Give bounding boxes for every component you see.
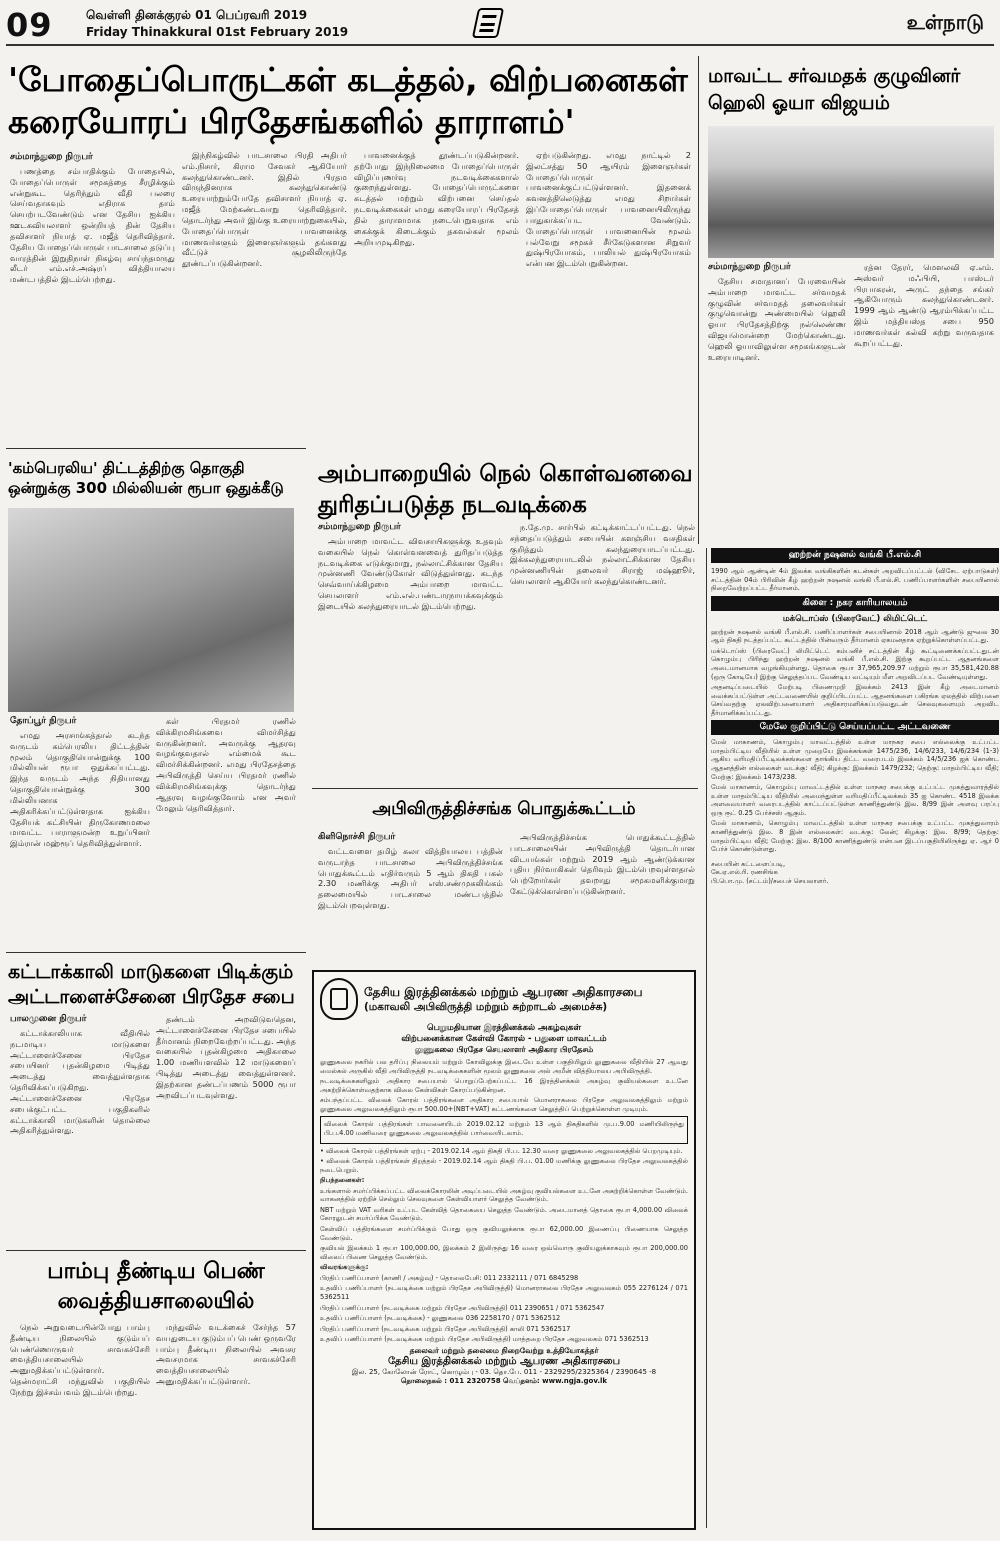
snake-col-2-text: மந்துவில் வடக்கைச் சேர்ந்த 57 வயதுடைய குடும்பப் பெண் ஒருவரே பாம்பு தீண்டிய நிலையில் அவசர அவசரமாக சாவகச்சேரி வைத்தியசாலையில் அனுமதிக்கப்பட்டுள்ளார். xyxy=(156,1322,296,1387)
hatton-notice xyxy=(706,548,999,1528)
section-rule-3 xyxy=(6,952,306,953)
paddy-col-1-text: அம்பாறை மாவட்ட விவசாயிகளுக்கு உதவும் வகையில் நெல் கொள்வனவைத் துரிதப்படுத்த நடவடிக்கை எடுக்குமாறு, நல்லாட்சிக்கான தேசிய முன்னணி வேண்டுகோள் விடுத்துள்ளது. கடந்த செவ்வாய்க்கிழமை அம்பாறை மாவட்ட செயலாளர் எம்.எல்.பண்டாரநாயக்கவுக்கும் இடையில் கலந்துரையாடல் இடம்பெற்றது. xyxy=(318,536,503,611)
right-top-col-2-text: ரத்ன தேரர், மௌலவி ஏ.எம். அஸ்வர் மஃபியி, பாஸ்டர் பிரபாகரன், அருட் தந்தை சங்கர் ஆகியோரும் கலந்துகொண்டனர். 1999 ஆம் ஆண்டு ஆரம்பிக்கப்பட்ட இம் மத்தியஸ்த சபை 950 மாணவர்கள் கல்வி கற்று வருவதாக கூறப்பட்டது. xyxy=(854,262,994,348)
cattle-headline xyxy=(8,962,304,1007)
right-top-col-1-text: தேசிய சமாதானப் பேரவையின் அம்பாறை மாவட்ட சர்வமதக் குழுவின் சர்வமதத் தலைவர்கள் குழுவொன்று அண்மையில் ஹெலி ஓயா பிரதேசத்திற்கு நல்லெண்ண விஜயமொன்றை மேற்கொண்டது. ஹெலி ஓயாவிலுள்ள சமூகங்களுடன் உரையாடினர். xyxy=(708,276,846,362)
lead-col-1 xyxy=(10,166,175,436)
lead-headline-line2: கரையோரப் பிரதேசங்களில் தாராளம்' xyxy=(8,101,575,141)
ngja-bullet-2-text: விலைக் கோரல் பத்திரங்கள் திறத்தல் - 2019.02.14 ஆம் திகதி பி.ப. 01.00 மணிக்கு லுணுகலை பிரதேச அலுவலகத்தில் நடைபெறும். xyxy=(320,1157,688,1174)
ngja-cond-3: கேள்விப் பத்திரங்களை சமர்ப்பிக்கும் போது ஒரு குவியலுக்காக ரூபா 62,000.00 இணைப்பு பிணையாக செலுத்த வேண்டும். xyxy=(320,1225,688,1242)
section-rule-2 xyxy=(312,788,698,789)
lead-col-3-text: பாவனைக்குத் தூண்டப்படுகின்றனர். தற்போது இந்நிலைமை போதைப்பொருள் விழிப்புணர்வு நடவடிக்கைகளால் குறைந்துள்ளது. போதைப்பொருட்களை கடத்தல் மற்றும் விற்பனை செய்தல் நடவடிக்கைகள் எமது கரையோரப் பிரதேசத் தில் தாராளமாக நடைபெறுவதாக எம் கைக்குக் கிடைக்கும் தகவல்கள் மூலம் அறியமுடிகிறது. xyxy=(354,150,519,247)
lead-byline: சம்மாந்துறை நிருபர் xyxy=(10,152,93,162)
ngja-cond-2: NBT மற்றும் VAT வரிகள் உட்பட கேள்வித் தொகையை செலுத்த வேண்டும். அடைமானத் தொகை ரூபா 4,000.00 விலைக் கோரலுடன் சமர்ப்பிக்க வேண்டும். xyxy=(320,1205,688,1223)
kamberaliya-col-1 xyxy=(10,730,150,940)
section-rule-4 xyxy=(6,1250,306,1251)
right-top-byline: சம்மாந்துறை நிருபர் xyxy=(708,262,791,272)
ngja-body-1: லுணுகலை நகரில் பல தரிப்பு நிலையம் மற்றும் கோவிலுக்கு இடையே உள்ள பகுதியிலும் லுணுகலை வீதியில் 27 ஆவது மைல்கல் அருகில் வீதி அபிவிருத்தி நடவடிக்கைகளின் மூலம் லுணுகலை அல் அமீன் வித்தியாலய அபிவிருத்தி. xyxy=(320,1058,688,1075)
snake-col-1-text: நெல் அறுவடையின்போது பாம்பு தீண்டிய நிலையில் குடும்பப் பெண்ணொருவர் சாவகச்சேரி வைத்தியசாலையில் அனுமதிக்கப்பட்டுள்ளார். தென்மராட்சி மந்துவில் பகுதியில் நேற்று இச்சம்பவம் இடம்பெற்றது. xyxy=(10,1322,150,1397)
ngja-contact-5: பிரதிப் பணிப்பாளர் (நடவடிக்கை மற்றும் பிரதேச அபிவிருத்தி) காலி 071 5362517 xyxy=(320,1324,571,1333)
ngja-cond-4: குவியல் இலக்கம் 1 ரூபா 100,000.00, இலக்கம் 2 இலிருந்து 16 வரை ஒவ்வொரு குவியலுக்காகவும் ரூபா 200,000.00 விலைப் பிணை செலுத்த வேண்டும். xyxy=(320,1244,688,1261)
cattle-col-1-text: கட்டாக்காலியாக வீதியில் நடமாடிய மாடுகளை அட்டாளைச்சேனை பிரதேச சபையினர் புதன்கிழமை பிடித்து அடைத்து வைத்துள்ளதாக தெரிவிக்கப்படுகிறது. அட்டாளைச்சேனை பிரதேச சபைக்குட்பட்ட பகுதிகளில் கட்டாக்காலி மாடுகளின் தொல்லை அதிகரித்துள்ளது. xyxy=(10,1028,150,1136)
right-top-col-2 xyxy=(854,262,994,542)
paddy-headline-line2: துரிதப்படுத்த நடவடிக்கை xyxy=(318,491,587,518)
right-top-headline-line1: மாவட்ட சர்வமதக் குழுவினர் xyxy=(708,65,961,87)
paddy-byline: சம்மாந்துறை நிருபர் xyxy=(318,522,401,532)
ngja-subtitle: விற்பனைக்கான கேள்வி கோரல் - பதுளை மாவட்டம் xyxy=(401,1034,607,1044)
lead-headline xyxy=(8,62,688,139)
lead-headline-line1: 'போதைப்பொருட்கள் கடத்தல், விற்பனைகள் xyxy=(8,60,688,99)
hatton-schedule-2: மேல் மாகாணம், கொழும்பு மாவட்டத்தில் உள்ள மாநகர சபைக்கு உட்பட்ட முகத்துவாரத்தில் உள்ள மாதம்பிட்டிய வீதியில் அமைந்துள்ள வரிமதிப்பீட்டிலக்கம் 35 ஐ கொண்ட 4518 இலக்க அளவையாளர் வரைபடத்தில் காட்டப்பட்டுள்ள காணித்துண்டு இல. 8/99 இன் அளவு பரப்பு ஒரு ரூட் 0.25 பேர்ச்சஸ் ஆகும். xyxy=(711,783,999,817)
right-top-col-1 xyxy=(708,276,846,542)
ngja-org-line3: பெறுமதியான இரத்தினக்கல் அகழ்வுகள் xyxy=(426,1023,582,1033)
hatton-para-4: அதனடிப்படையில் மேற்படி பிணைமுறி இலக்கம் 2413 இன் கீழ் அடைமானம் வைக்கப்பட்டுள்ள அட்டவணையில் குறிப்பிடப்பட்ட ஆதனங்களை பகிரங்க ஏலத்தில் விற்பனை செய்வதற்கு ஏலவிற்பனையாளர் அதிகாரமளிக்கப்படுவதுடன் செலவுகளையும் அறவிட தீர்மானிக்கப்பட்டது. xyxy=(711,683,999,717)
snake-headline xyxy=(8,1260,304,1314)
hatton-sign-3: பி.பொ.மு. (சட்டம்)/சபைச் செயலாளர். xyxy=(711,876,829,885)
paddy-col-2 xyxy=(510,522,695,776)
cattle-col-1 xyxy=(10,1028,150,1242)
right-column-rule xyxy=(698,56,699,544)
ngja-org-line2: (மகாவலி அபிவிருத்தி மற்றும் சுற்றாடல் அமைச்சு) xyxy=(364,1000,608,1013)
agm-col-2-text: அபிவிருத்திச்சங்க பொதுக்கூட்டத்தில் பாடசாலையின் அபிவிருத்தி தொடர்பான விடயங்கள் மற்றும் 2019 ஆம் ஆண்டுக்கான புதிய நிர்வாகிகள் தெரிவும் இடம்பெறவுள்ளதால் பெற்றோர்கள் தவறாது சமூகமளிக்குமாறு கேட்டுக்கொள்ளப்படுகின்றனர். xyxy=(510,832,695,897)
hatton-para-3: மக்டொப்ஸ் (பிரைவேட்) லிமிட்டெட் கம்பனிச் சட்டத்தின் கீழ் கூட்டிணைக்கப்பட்டதுடன் கொழும்பு பிரிந்து ஹற்றன் நஷனல் வங்கி பீ.எல்.சி. இற்கு கூறப்பட்ட ஆதனங்களை அடைமானமாக வழங்கியுள்ளது. தொகை ரூபா 37,965,209.97 மற்றும் ரூபா 35,581,420.88 (ஒரு கோடியே) இற்கு செலுத்தப்பட வேண்டிய வட்டியும் மீள அறவிடப்பட வேண்டியுள்ளது. xyxy=(711,646,999,681)
kamberaliya-col-1-text: எமது அரசாங்கத்தால் கடந்த வருடம் கம்பெரலிய திட்டத்தின் மூலம் தொகுதியொன்றுக்கு 100 மில்லியன் ரூபா ஒதுக்கப்பட்டது. இந்த வருடம் அந்த நிதியானது தொகுதியொன்றுக்கு 300 மில்லியனாக அதிகரிக்கப்பட்டுள்ளதாக ஐக்கிய தேசியக் கட்சியின் திருகோணமலை மாவட்ட பாராளுமன்ற உறுப்பினர் இம்ரான் மஹ்ரூப் தெரிவித்துள்ளார். xyxy=(10,730,150,849)
ngja-notice xyxy=(312,970,696,1530)
interfaith-group-photo xyxy=(708,126,994,258)
ngja-contact-4: உதவிப் பணிப்பாளர் (நடவடிக்கை) - லுணுகலை 036 2258170 / 071 5362512 xyxy=(320,1314,561,1323)
lead-col-3 xyxy=(354,150,519,436)
masthead-english: Friday Thinakkural 01st February 2019 xyxy=(86,25,349,39)
paddy-col-1 xyxy=(318,536,503,776)
snake-col-2 xyxy=(156,1322,296,1532)
kamberaliya-col-2 xyxy=(156,716,296,940)
lead-col-2 xyxy=(182,150,347,436)
kamberaliya-byline: தோப்பூர் நிருபர் xyxy=(10,716,77,726)
agm-byline: கிளிநொச்சி நிருபர் xyxy=(318,832,396,842)
hatton-banner: ஹற்றன் நஷனல் வங்கி பீ.எல்.சி xyxy=(711,548,999,563)
snake-col-1 xyxy=(10,1322,150,1532)
kamberaliya-col-2-text: கள் பிரதமர் ரணில் விக்கிரமசிங்கவை விமர்சித்து வருகின்றனர். அவருக்கு ஆதரவு வழங்குவதால் எம்மைக் கூட விமர்சிக்கின்றனர். எமது பிரதேசத்தை அபிவிருத்தி செய்ய பிரதமர் ரணில் விக்கிரமசிங்கவுக்கு தொடர்ந்து ஆதரவு வழங்குவோம் என அவர் மேலும் தெரிவித்தார். xyxy=(156,716,296,813)
right-top-headline xyxy=(708,66,998,113)
section-rule-1 xyxy=(6,448,306,449)
kamberaliya-headline xyxy=(8,460,298,496)
ngja-details-title: விவரங்களுக்கு: xyxy=(320,1263,369,1272)
agm-col-1 xyxy=(318,846,503,960)
paddy-headline-line1: அம்பாறையில் நெல் கொள்வனவை xyxy=(318,461,693,487)
ngja-bullet-2: • விலைக் கோரல் பத்திரங்கள் திறத்தல் - 2019.02.14 ஆம் திகதி பி.ப. 01.00 மணிக்கு லுணுகலை பிரதேச அலுவலகத்தில் நடைபெறும். xyxy=(320,1157,688,1174)
ngja-footer-2: தேசிய இரத்தினக்கல் மற்றும் ஆபரண அதிகாரசபை xyxy=(387,1355,621,1367)
header-rule xyxy=(6,44,994,46)
cattle-headline-line1: கட்டாக்காலி மாடுகளை பிடிக்கும் xyxy=(8,961,294,983)
lead-col-4-text: ஏற்படுகின்றது. எமது நாட்டில் 2 இலட்சத்து 50 ஆயிரம் இளைஞர்கள் போதைப்பொருள் பாவனைக்குட்பட்டுள்ளனர். இதனைக் கவனத்திலெடுத்து எமது சிறார்கள் இப்போதைப்பொருள் பாவனையிலிருந்து பாதுகாக்கப்பட வேண்டும். போதைப்பொருள் பாவனையின் மூலம் பல்வேறு சமூகச் சீர்கேடுகளான சிறுவர் துஷ்பிரயோகம், பாலியல் துஷ்பிரயோகம் என்பன இடம்பெறுகின்றன. xyxy=(526,150,691,269)
ngja-bullet-1-text: விலைக் கோரல் பத்திரங்கள் ஏற்பு - 2019.02.14 ஆம் திகதி பி.ப. 12.30 வரை லுணுகலை அலுவலகத்தில் பெறமுடியும். xyxy=(326,1146,683,1155)
hatton-sign-2: கே.ஏ.எல்.ரி. ரணசிங்க xyxy=(711,868,778,877)
ngja-footer-4: தொலைநகல் : 011 2320758 வெப்தளம்: www.ngja.gov.lk xyxy=(400,1376,608,1385)
lead-col-1-text: பணத்தை சம்பாதிக்கும் போதையில், போதைப்பொருள் சமூகத்தை சீரழிக்கும் என்றுகூட தெரிந்தும் வீதி பலரை செய்வதாகவும் எதிராக தாம் செயற்படவேண்டும் என தேசிய ஐக்கிய ஊடகவியலாளர் ஒன்றியத் தின் தேசிய தவிசாளர் நியாத் ஏ. மஜீத் தெரிவித்தார். தேசிய போதைப்பொருள் பாடசாலை தடுப்பு வாரத்தின் இறுதிநாள் நிகழ்வு சாய்ந்தமருது லீடர் எம்.எச்.அஷ்ரப் வித்தியாலய மண்டபத்தில் இடம்பெற்றது. xyxy=(10,166,175,285)
hatton-para-1: 1990 ஆம் ஆண்டின் 4ம் இலக்க வங்கிகளின் கடன்கள் அறவிடப்பட்டல் (விசேட ஏற்பாடுகள்) சட்டத்தின் 04ம் பிரிவின் கீழ் ஹற்றன் நஷனல் வங்கி பீ.எல்.சி. பணிப்பாளர்களின் சபையினால் நிறைவேற்றப்பட்ட தீர்மானம். xyxy=(711,567,999,593)
agm-col-2 xyxy=(510,832,695,960)
masthead-tamil: வெள்ளி தினக்குரல் 01 பெப்ரவரி 2019 xyxy=(86,8,308,22)
ngja-body-2: நடவடிக்கைகளிலும் அதிகார சபையால் பொறுப்பேற்கப்பட்ட 16 இரத்தினக்கல் அகழ்வு குவியல்களை உடனே அகற்றிக்கொள்வதற்காக விலை கேள்விகள் கோரப்படுகின்றன. xyxy=(320,1077,688,1094)
kamberaliya-headline-line1: 'கம்பெரலிய' திட்டத்திற்கு தொகுதி xyxy=(8,459,245,477)
thinakkural-logo-icon xyxy=(472,8,504,38)
cattle-byline: பாலமுனை நிருபர் xyxy=(10,1014,87,1024)
lead-col-4 xyxy=(526,150,691,436)
hatton-sub-banner-2: மக்டொப்ஸ் (பிரைவேட்) லிமிட்டெட் xyxy=(782,613,928,624)
hatton-schedule-3: மேல் மாகாணம், கொழும்பு மாவட்டத்தில் உள்ள மாநகர சபைக்கு உட்பட்ட முகத்துவாரம் காணித்துண்டு இல. 8 இன் எல்லைகள்: வடக்கு: லேன்; கிழக்கு: இல. 8/99; தெற்கு: மாதம்பிட்டிய வீதி; மேற்கு: இல. 8/100 காணித்துண்டு என்பன இடப்பகுதியிலிருந்து ஏ. ஆர் 0 பேர்ச் கொண்டுள்ளது. xyxy=(711,819,999,854)
hatton-schedule-title: மேலே குறிப்பிட்டு செய்யப்பட்ட அட்டவணை xyxy=(711,720,999,735)
cattle-headline-line2: அட்டாளைச்சேனை பிரதேச சபை xyxy=(8,985,295,1008)
snake-headline-line1: பாம்பு தீண்டிய பெண் xyxy=(47,1259,265,1284)
ngja-body-3: சம்பந்தப்பட்ட விலைக் கோரல் பத்திரங்களை அதிகார சபையால் மொனராகலை பிரதேச அலுவலகத்திலும் மற்றும் லுணுகலை அலுவலகத்திலும் ரூபா 500.00+(NBT+VAT) கட்டணங்களை செலுத்திப் பெற்றுக்கொள்ள முடியும். xyxy=(320,1096,688,1113)
ngja-footer-1: தலைவர் மற்றும் தலைமை நிறைவேற்று உத்தியோகத்தர் xyxy=(409,1345,599,1355)
ngja-inspection-box xyxy=(320,1116,688,1143)
cattle-col-2-text: தண்டம் அறவிடுவதென, அட்டாளைச்சேனை பிரதேச சபையில் தீர்மானம் நிறைவேற்றப்பட்டது. அந்த வகையில் புதன்கிழமை அதிகாலை 1.00 மணியளவில் 12 மாடுகளைப் பிடித்து அடைத்து வைத்துள்ளனர். இதற்கான தண்டப்பணம் 5000 ரூபா அறவிடப்படவுள்ளது. xyxy=(156,1014,296,1100)
ngja-contact-2: உதவிப் பணிப்பாளர் (நடவடிக்கை மற்றும் பிரதேச அபிவிருத்தி) மொனராகலை பிரதேச அலுவலகம் 055 2276124 / 071 5362511 xyxy=(320,1284,688,1301)
paddy-headline xyxy=(318,462,698,518)
lead-col-2-text: இந்நிகழ்வில் பாடசாலை பிரதி அதிபர் எம்.நிசார், கிராம சேவகர் ஆகியோர் கலந்துகொண்டனர். இதில் பிரதம விருந்தினராக கலந்துகொண்டு உரையாற்றும்போதே தவிசாளர் நியாத் ஏ. மஜீத் மேற்கண்டவாறு தெரிவித்தார். தொடர்ந்து அவர் இங்கு உரையாற்றுகையில், போதைப்பொருள் பாவனைக்கு மாணவர்களும் இளைஞர்களும் தங்களது வீட்டுச் சூழலிலிருந்தே தூண்டப்படுகின்றனர். xyxy=(182,150,347,269)
ngja-bullet-1: • விலைக் கோரல் பத்திரங்கள் ஏற்பு - 2019.02.14 ஆம் திகதி பி.ப. 12.30 வரை லுணுகலை அலுவலகத்தில் பெறமுடியும். xyxy=(320,1146,683,1155)
agm-headline: அபிவிருத்திச்சங்க பொதுக்கூட்டம் xyxy=(372,799,636,819)
hatton-sub-banner: கிளை : நகர காரியாலயம் xyxy=(711,596,999,611)
hatton-schedule-1: மேல் மாகாணம், கொழும்பு மாவட்டத்தில் உள்ள மாநகர சபை எல்லைக்கு உட்பட்ட மாதம்பிட்டிய வீதியில் உள்ள முறையே இலக்கங்கள் 1475/236, 14/6/233, 14/6/234 (1-3) ஆகிய வரிமதிப்பீட்டிலக்கங்களை தாங்கிய திட்ட வரைபடம் இலக்கம் 14/5/236 ஐக் கொண்ட ஆதனத்தின் எல்லைகள் வடக்கு: வீதி; கிழக்கு: இலக்கம் 1479/232; தெற்கு: மாதம்பிட்டிய வீதி; மேற்கு: இலக்கம் 1473/238. xyxy=(711,738,999,781)
kamberaliya-headline-line2: ஒன்றுக்கு 300 மில்லியன் ரூபா ஒதுக்கீடு xyxy=(8,479,284,498)
ngja-conditions-title: நிபந்தனைகள்: xyxy=(320,1176,365,1185)
right-top-headline-line2: ஹெலி ஓயா விஜயம் xyxy=(708,91,890,114)
ngja-contact-6: உதவிப் பணிப்பாளர் (நடவடிக்கை மற்றும் பிரதேச அபிவிருத்தி) மாத்தறை பிரதேச அலுவலகம் 071 5362513 xyxy=(320,1335,649,1344)
state-emblem-icon xyxy=(320,978,358,1020)
ngja-cond-1: உங்களால் சமர்ப்பிக்கப்பட்ட விலைக்கோரலின் அடிப்படையில் அகழ்வு குவியல்களை உடனே அகற்றிக்கொள்ள வேண்டும். வாகனத்தில் ஏற்றிச் செல்லும் செலவுகளை கேள்வியாளர் செலுத்த வேண்டும். xyxy=(320,1186,688,1204)
ngja-org-line1: தேசிய இரத்தினக்கல் மற்றும் ஆபரண அதிகாரசபை xyxy=(364,984,643,999)
section-label: உள்நாடு xyxy=(906,10,984,34)
agm-col-1-text: வட்டவளை தமிழ் கலா வித்தியாலய பத்தின் வருடாந்த பாடசாலை அபிவிருத்திச்சங்க பொதுக்கூட்டம் எதிர்வரும் 5 ஆம் திகதி பகல் 2.30 மணிக்கு அதிபர் எஸ்.சண்முகலிங்கம் தலைமையில் பாடசாலை மண்டபத்தில் இடம்பெறவுள்ளது. xyxy=(318,846,503,911)
hatton-sign-1: சபையின் கட்டளைப்படி, xyxy=(711,859,786,868)
ngja-box-text: விலைக் கோரல் பத்திரங்கள் பாவனையிடம் 2019.02.12 மற்றும் 13 ஆம் திகதிகளில் மு.ப.9.00 மணியிலிருந்து பி.ப.4.00 மணிவரை லுணுகலை அலுவலகத்தில் பார்வையிடலாம். xyxy=(324,1120,684,1137)
ngja-footer-3: இல. 25, கோலோன் ரோட், கொழும்பு - 03. தொ.பே. 011 - 2329295/2325364 / 2390645 -8 xyxy=(351,1367,657,1376)
paddy-col-2-text: ந.தே.மு. சார்பில் கட்டிக்காட்டப்பட்டது. நெல் சந்தைப்படுத்தும் சபையின் களஞ்சிய வசதிகள் குறித்தும் கலந்துரையாடப்பட்டது. இக்கலந்துரையாடலில் நல்லாட்சிக்கான தேசிய முன்னணியின் தலைவர் சிராஜ் மஷ்ஹூர், செயலாளர் ஆகியோர் கலந்துகொண்டனர். xyxy=(510,522,695,587)
ngja-contact-1: பிரதிப் பணிப்பாளர் (காணி / அகழ்வு) - தொலைபேசி: 011 2332111 / 071 6845298 xyxy=(320,1273,579,1282)
ngja-subtitle-2: லுணுகலை பிரதேச செயலாளர் அதிகார பிரதேசம் xyxy=(414,1045,594,1054)
snake-headline-line2: வைத்தியசாலையில் xyxy=(57,1288,255,1314)
ngja-contact-3: பிரதிப் பணிப்பாளர் (நடவடிக்கை மற்றும் பிரதேச அபிவிருத்தி) 011 2390651 / 071 5362547 xyxy=(320,1303,605,1312)
kamberaliya-photo xyxy=(8,508,294,712)
hatton-para-2: ஹற்றன் நஷனல் வங்கி பீ.எல்.சி. பணிப்பாளர்கள் சபையினால் 2018 ஆம் ஆண்டு ஜுலை 30 ஆம் திகதி நடத்தப்பட்ட கூட்டத்தில் பின்வரும் தீர்மானம் ஏகமனதாக ஏற்றுக்கொள்ளப்பட்டது. xyxy=(711,627,999,645)
page-number: 09 xyxy=(6,6,53,44)
cattle-col-2 xyxy=(156,1014,296,1242)
